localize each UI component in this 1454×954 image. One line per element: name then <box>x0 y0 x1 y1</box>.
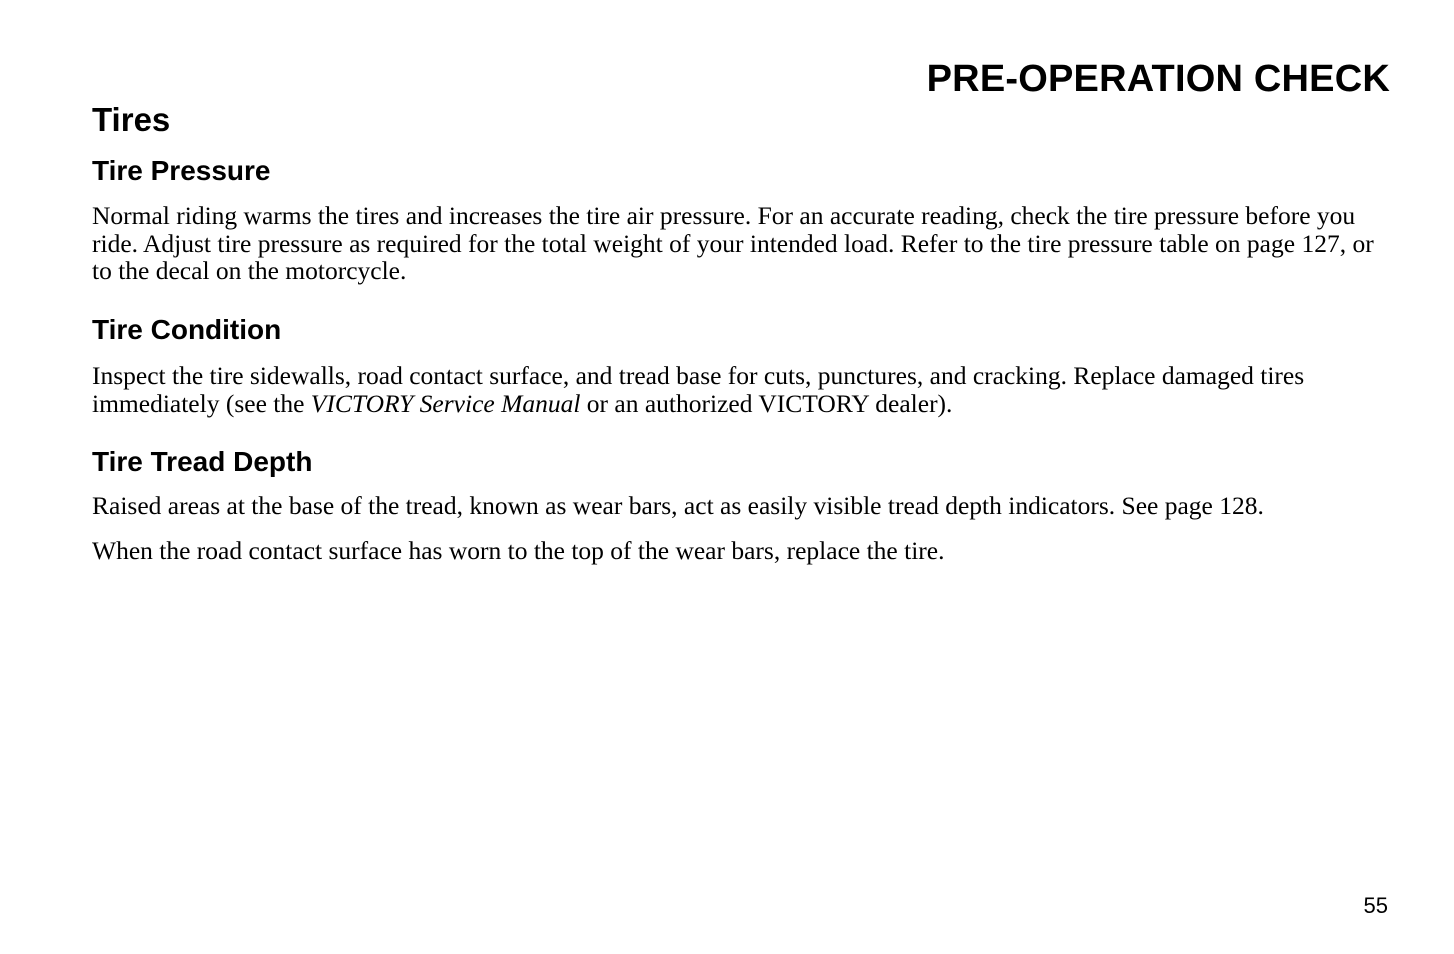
page-number: 55 <box>1363 893 1388 918</box>
section-title-tires: Tires <box>92 101 171 138</box>
paragraph-tire-condition <box>92 362 1392 417</box>
service-manual-title: VICTORY Service Manual <box>310 388 581 418</box>
tire-condition-text-end: or an authorized VICTORY dealer). <box>580 388 953 418</box>
heading-tire-condition: Tire Condition <box>92 314 282 345</box>
heading-tire-tread-depth: Tire Tread Depth <box>92 446 313 477</box>
paragraph-tread-depth-2: When the road contact surface has worn to the top of the wear bars, replace the tire. <box>92 536 945 565</box>
tire-condition-text-start: Inspect the tire sidewalls, road contact surface, and tread base for cuts, punctures, and cracking. Replace damaged tires immediately (see the <box>92 361 1305 418</box>
paragraph-tread-depth-1: Raised areas at the base of the tread, known as wear bars, act as easily visible tread depth indicators. See page 128. <box>92 491 1264 520</box>
paragraph-tire-pressure: Normal riding warms the tires and increases the tire air pressure. For an accurate reading, check the tire pressure before you ride. Adjust tire pressure as required for the total weight of your intended load. Refer to the tire pressure table on page 127, or to the decal on the motorcycle. <box>92 201 1374 285</box>
page-title: PRE-OPERATION CHECK <box>926 58 1390 100</box>
heading-tire-pressure: Tire Pressure <box>92 155 271 186</box>
